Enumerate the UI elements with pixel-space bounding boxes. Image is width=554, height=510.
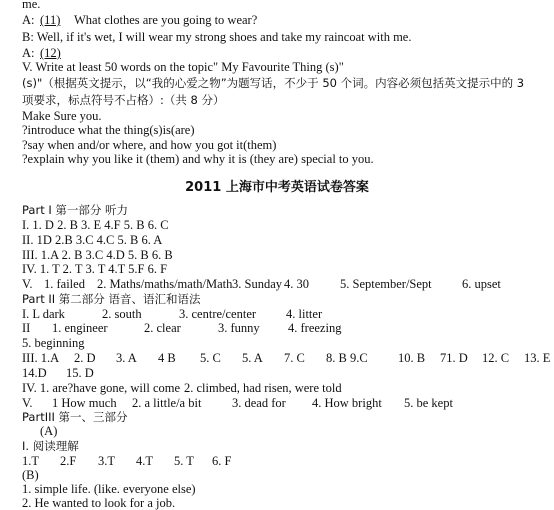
answer-item: 3. centre/center <box>179 307 257 321</box>
line-text: III. 1.A 2. B 3.C 4.D 5. B 6. B <box>22 248 173 262</box>
answer-item: 6. F <box>212 454 232 468</box>
line-text: ?explain why you like it (them) and why it is (they are) special to you. <box>22 152 374 166</box>
answer-item: III. 1.A <box>22 351 60 365</box>
line-label: V. <box>22 396 33 410</box>
answer-item: 14.D <box>22 366 47 380</box>
answer-item: 3. dead for <box>232 396 286 410</box>
line-text: 项要求，标点符号不占格）:（共 8 分） <box>22 93 225 107</box>
line-label: II <box>22 321 31 335</box>
answer-item: 2. Maths/maths/math/Math <box>97 277 233 291</box>
answer-item: 4.T <box>136 454 154 468</box>
answer-item: IV. 1. are?have gone, will come <box>22 381 181 395</box>
blank-11: (11) <box>40 13 61 27</box>
answer-item: 3. Sunday <box>232 277 282 291</box>
line-text: I. 1. D 2. B 3. E 4.F 5. B 6. C <box>22 218 169 232</box>
answer-item: 4. litter <box>286 307 323 321</box>
answer-item: 5. C <box>200 351 221 365</box>
answer-item: 3. A <box>116 351 137 365</box>
answer-item: 8. B 9.C <box>326 351 368 365</box>
answer-item: 5. A <box>242 351 263 365</box>
blank-12: (12) <box>40 46 61 60</box>
line-text: (s)"（根据英文提示，以“我的心爱之物”为题写话，不少于 50 个词。内容必须包括英文提示中的 3 <box>22 76 525 90</box>
answer-item: 2.F <box>60 454 77 468</box>
speaker-label: A: <box>22 13 35 27</box>
heading-text: Part I 第一部分 听力 <box>22 203 129 217</box>
line-text: ?introduce what the thing(s)is(are) <box>22 123 195 137</box>
answer-item: 5. T <box>174 454 194 468</box>
page-title: 2011 上海市中考英语试卷答案 <box>185 180 369 195</box>
answer-item: 5. September/Sept <box>340 277 432 291</box>
line-text: Make Sure you. <box>22 109 102 123</box>
answer-item: 1. failed <box>44 277 85 291</box>
line-text: B: Well, if it's wet, I will wear my strong shoes and take my raincoat with me. <box>22 30 412 44</box>
answer-item: 1.T <box>22 454 40 468</box>
answer-item: 2. D <box>74 351 96 365</box>
answer-item: 10. B <box>398 351 426 365</box>
line-label: V. <box>22 277 33 291</box>
answer-item: 2. climbed, had risen, were told <box>184 381 342 395</box>
line-text: (B) <box>22 468 39 482</box>
answer-item: 2. south <box>102 307 142 321</box>
answer-item: I. L dark <box>22 307 65 321</box>
line-text: (A) <box>40 424 58 438</box>
answer-item: 3. funny <box>218 321 260 335</box>
heading-text: I. 阅读理解 <box>22 439 79 453</box>
answer-item: 6. upset <box>462 277 501 291</box>
answer-item: 4 B <box>158 351 176 365</box>
line-text: V. Write at least 50 words on the topic" My Favourite Thing (s)" <box>22 60 344 74</box>
line-text: ?say when and/or where, and how you got it(them) <box>22 138 277 152</box>
speaker-label: A: <box>22 46 35 60</box>
answer-item: 4. How bright <box>312 396 382 410</box>
answer-item: 7. C <box>284 351 305 365</box>
answer-item: 5. be kept <box>404 396 453 410</box>
answer-item: 1 How much <box>52 396 117 410</box>
answer-item: 4. 30 <box>284 277 309 291</box>
answer-item: 13. E <box>524 351 551 365</box>
line-text: 2. He wanted to look for a job. <box>22 496 176 510</box>
answer-item: 2. a little/a bit <box>132 396 202 410</box>
line-text: II. 1D 2.B 3.C 4.C 5. B 6. A <box>22 233 163 247</box>
line-text: 5. beginning <box>22 336 85 350</box>
line-text: me. <box>22 0 41 11</box>
answer-item: 71. D <box>440 351 468 365</box>
heading-text: PartIII 第一、三部分 <box>22 410 128 424</box>
line-text: IV. 1. T 2. T 3. T 4.T 5.F 6. F <box>22 262 168 276</box>
line-text: 1. simple life. (like. everyone else) <box>22 482 196 496</box>
answer-item: 15. D <box>66 366 94 380</box>
answer-item: 2. clear <box>144 321 181 335</box>
answer-item: 1. engineer <box>52 321 108 335</box>
question-text: What clothes are you going to wear? <box>74 13 258 27</box>
answer-item: 3.T <box>98 454 116 468</box>
answer-item: 4. freezing <box>288 321 342 335</box>
answer-item: 12. C <box>482 351 510 365</box>
heading-text: Part II 第二部分 语音、语汇和语法 <box>22 292 201 306</box>
